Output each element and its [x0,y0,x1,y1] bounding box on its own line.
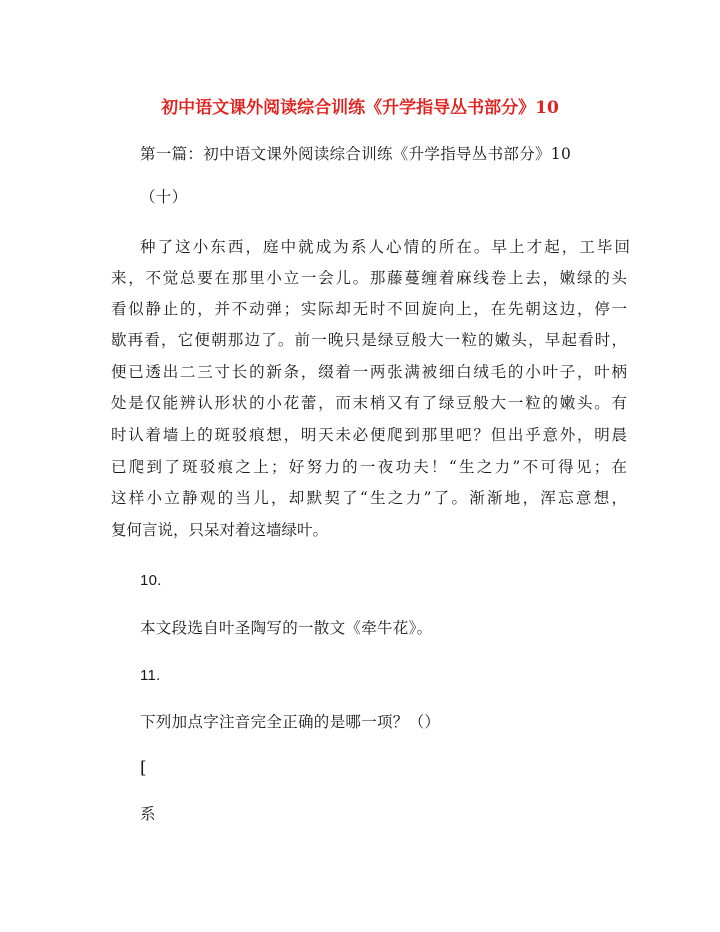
passage-line: 来，不觉总要在那里小立一会儿。那藤蔓缠着麻线卷上去，嫩绿的头 [111,269,627,287]
option-char: 系 [140,805,156,823]
passage-line: 已爬到了斑驳痕之上；好努力的一夜功夫！“生之力”不可得见；在 [111,458,627,476]
question-number: 10. [140,572,162,589]
question-number: 11. [140,667,161,684]
document-subtitle: 第一篇：初中语文课外阅读综合训练《升学指导丛书部分》10 [140,145,572,163]
passage-line: 这样小立静观的当儿，却默契了“生之力”了。渐渐地，浑忘意想， [111,489,627,507]
question-text: 下列加点字注音完全正确的是哪一项？（） [140,713,441,731]
document-title: 初中语文课外阅读综合训练《升学指导丛书部分》10 [161,98,559,118]
question-text: 本文段选自叶圣陶写的一散文《牵牛花》。 [140,619,433,637]
passage-line: 时认着墙上的斑驳痕想，明天未必便爬到那里吧？但出乎意外，明晨 [111,426,627,444]
passage-line: 便已透出二三寸长的新条，缀着一两张满被细白绒毛的小叶子，叶柄 [111,363,627,381]
section-marker: （十） [140,188,188,206]
bracket-mark: [ [140,758,147,778]
passage-line: 复何言说，只呆对着这墙绿叶。 [111,521,329,539]
passage-line: 处是仅能辨认形状的小花蕾，而末梢又有了绿豆般大一粒的嫩头。有 [111,394,627,412]
passage-line: 种了这小东西，庭中就成为系人心情的所在。早上才起，工毕回 [140,238,630,256]
passage-line: 看似静止的，并不动弹；实际却无时不回旋向上，在先朝这边，停一 [111,300,627,318]
passage-line: 歇再看，它便朝那边了。前一晚只是绿豆般大一粒的嫩头，早起看时， [111,331,627,349]
